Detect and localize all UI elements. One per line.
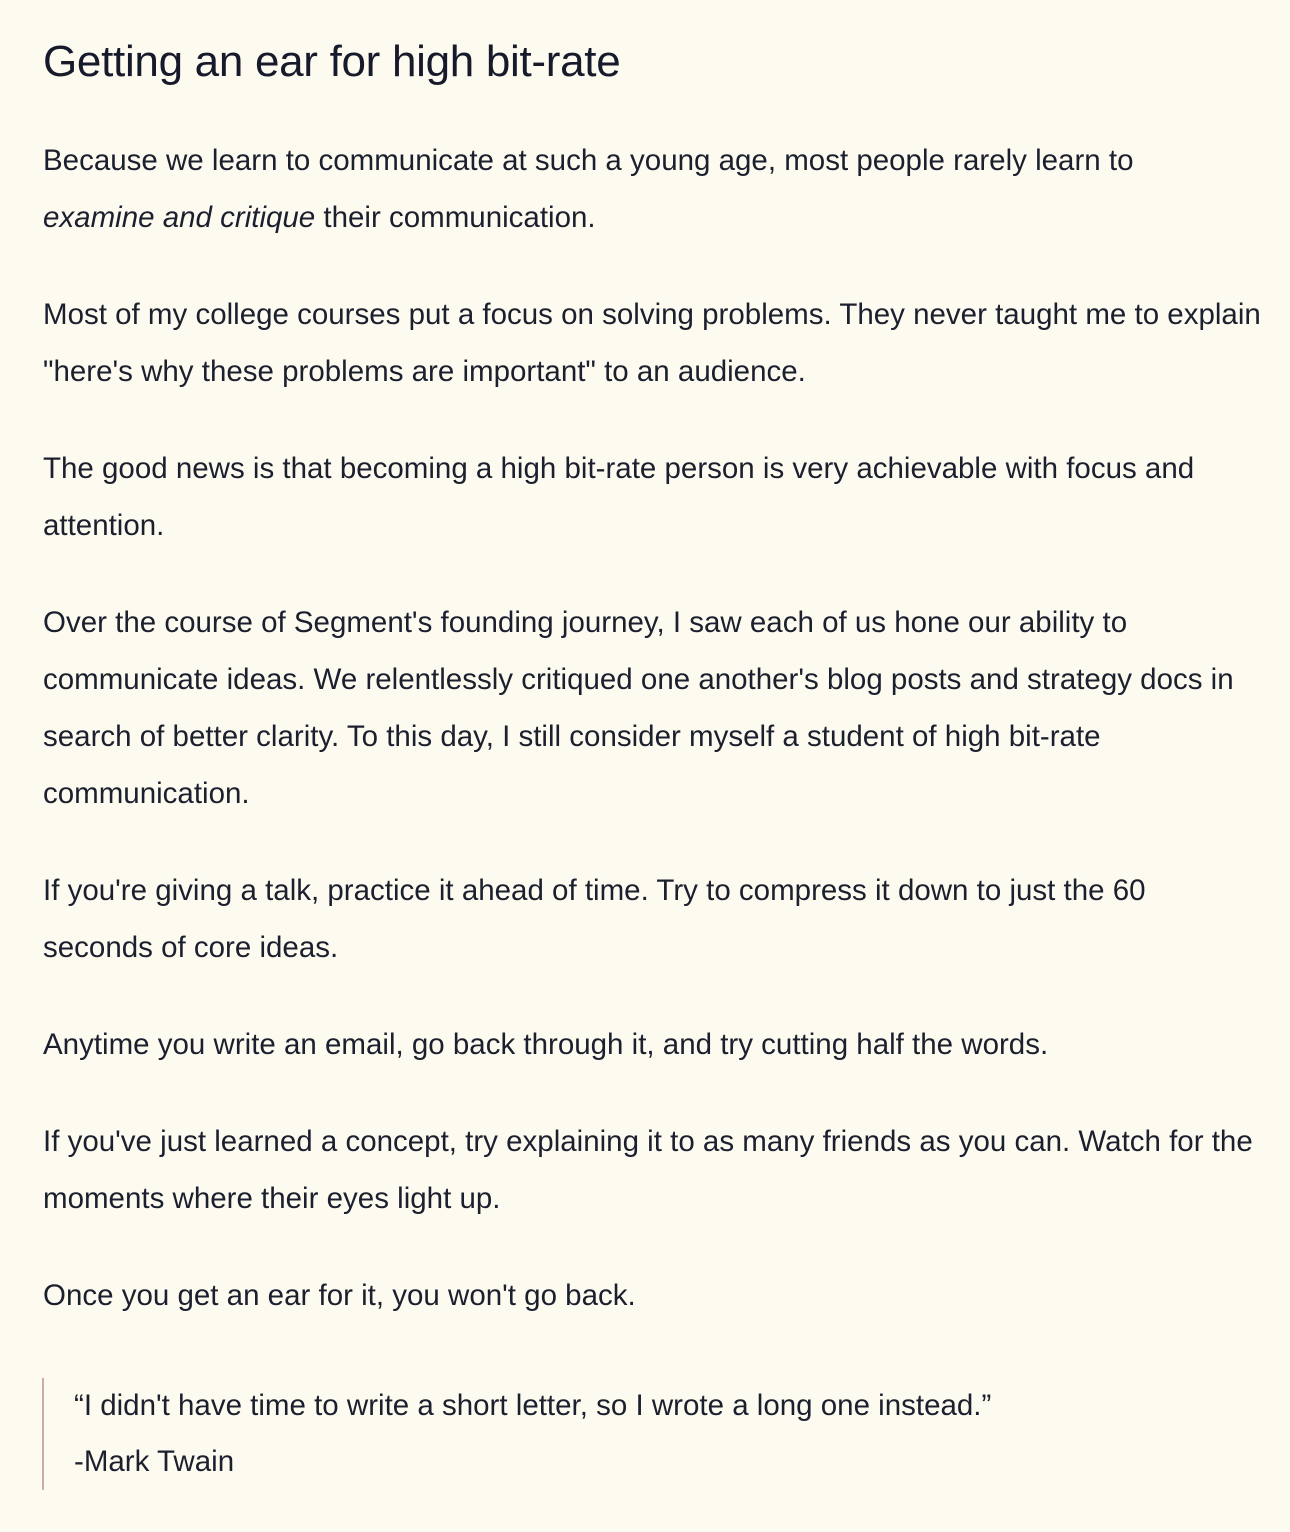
paragraph-3: The good news is that becoming a high bit-rate person is very achievable with focus and attention.	[43, 452, 1195, 542]
blockquote	[42, 1378, 1242, 1490]
article	[43, 0, 1263, 1324]
paragraph-6: Anytime you write an email, go back through it, and try cutting half the words.	[43, 1028, 1049, 1061]
paragraph-4: Over the course of Segment's founding journey, I saw each of us hone our ability to communicate ideas. We relentlessly critiqued one another's blog posts and strategy docs in search of better clarity. To this day, I still consider myself a student of high bit-rate communication.	[43, 606, 1234, 810]
paragraph-5: If you're giving a talk, practice it ahead of time. Try to compress it down to just the 60 seconds of core ideas.	[43, 874, 1146, 964]
paragraph-2: Most of my college courses put a focus on solving problems. They never taught me to explain "here's why these problems are important" to an audience.	[43, 298, 1261, 388]
paragraph-7: If you've just learned a concept, try explaining it to as many friends as you can. Watch for the moments where their eyes light up.	[43, 1125, 1253, 1215]
quote-text: “I didn't have time to write a short letter, so I wrote a long one instead.”	[74, 1389, 992, 1422]
paragraph-1-prefix: Because we learn to communicate at such a young age, most people rarely learn to	[43, 144, 1134, 177]
paragraph-1-suffix: their communication.	[323, 201, 596, 234]
paragraph-1-emphasis: examine and critique	[43, 201, 316, 234]
quote-attribution: -Mark Twain	[74, 1445, 235, 1478]
paragraph-1	[43, 132, 1263, 246]
paragraph-8: Once you get an ear for it, you won't go back.	[43, 1279, 636, 1312]
article-title: Getting an ear for high bit-rate	[43, 37, 621, 86]
